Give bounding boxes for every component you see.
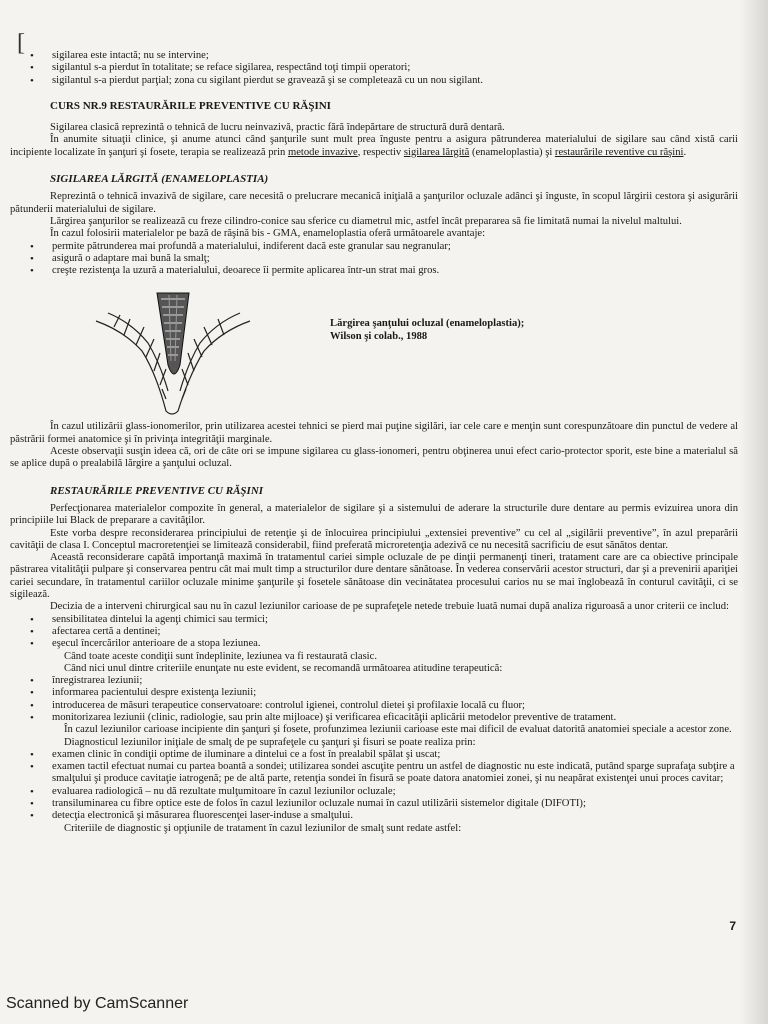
enameloplasty-fissure-illustration xyxy=(94,291,254,419)
scanner-watermark: Scanned by CamScanner xyxy=(6,995,189,1012)
enameloplasty-paragraph-3: În cazul folosirii materialelor pe bază de răşină bis - GMA, enameloplastia oferă următoarele avantaje: xyxy=(50,228,486,240)
figure-caption-title: Lărgirea şanţului ocluzal (enameloplastia); xyxy=(330,318,525,330)
page-content xyxy=(10,0,738,835)
list-item: • asigură o adaptare mai bună la smalţ; xyxy=(10,253,738,265)
attitude-list xyxy=(10,675,738,724)
restorations-paragraph-5: Când toate aceste condiţii sunt îndeplinite, leziunea va fi restaurată clasic. xyxy=(64,650,377,662)
restorations-paragraph-8: Diagnosticul leziunilor iniţiale de smalţ de pe suprafeţele cu şanţuri şi fisuri se poate realiza prin: xyxy=(64,736,476,748)
advantages-list xyxy=(10,241,738,278)
list-item: • sigilantul s-a pierdut parţial; zona cu sigilant pierdut se gravează şi se completează cu un nou sigilant. xyxy=(10,75,738,87)
restorations-paragraph-9: Criteriile de diagnostic şi opţiunile de tratament în cazul leziunilor de smalţ sunt redate astfel: xyxy=(64,822,462,834)
restorations-paragraph-7: În cazul leziunilor carioase incipiente din şanţuri şi fosete, profunzimea leziunii carioase este mai dificil de evaluat datorită anatomiei speciale a acestor zone. xyxy=(64,724,732,736)
list-item: • eşecul încercărilor anterioare de a stopa leziunea. xyxy=(10,638,738,650)
enameloplasty-paragraph-1: Reprezintă o tehnică invazivă de sigilare, care necesită o prelucrare mecanică iniţială a şanţurilor ocluzale adânci şi înguste, în scopul lărgirii cestora şi asigurării pătunderii materialului de sigilare. xyxy=(10,191,738,215)
glass-ionomer-start: În xyxy=(50,421,59,433)
page-number: 7 xyxy=(729,919,736,933)
list-item: • sigilantul s-a pierdut în totalitate; se reface sigilarea, respectând toţi timpii operatori; xyxy=(10,62,738,74)
list-item: • monitorizarea leziunii (clinic, radiologie, sau prin alte mijloace) şi verificarea eficacităţii aplicării metodelor preventive de tratament. xyxy=(10,712,738,724)
glass-ionomer-paragraph-2: Aceste observaţii susţin ideea că, ori de câte ori se impune sigilarea cu glass-ionomeri, pentru obţinerea unui efect cario-protector sporit, este bine a materialul să se aplice după o prealabilă lărgire a şanţului ocluzal. xyxy=(10,446,738,470)
enameloplasty-paragraph-2: Lărgirea şanţurilor se realizează cu freze cilindro-conice sau sferice cu diametrul mic, astfel încât prepararea să fie limitată numai la nivelul maltului. xyxy=(50,215,682,227)
glass-ionomer-paragraph-1 xyxy=(10,421,738,446)
restorations-paragraph-4: Decizia de a interveni chirurgical sau nu în cazul leziunilor carioase de pe suprafeţele netede trebuie luată numai după analiza riguroasă a unor criterii ce includ: xyxy=(50,601,729,613)
bur-instrument xyxy=(157,293,189,374)
section-title-preventive-restorations: RESTAURĂRILE PREVENTIVE CU RĂŞINI xyxy=(50,484,264,497)
list-item: • evaluarea radiologică – nu dă rezultate mulţumitoare în cazul leziunilor ocluzale; xyxy=(10,786,738,798)
list-item: • înregistrarea leziunii; xyxy=(10,675,738,687)
figure-caption-source: Wilson şi colab., 1988 xyxy=(330,330,428,342)
restorations-paragraph-6: Când nici unul dintre criteriile enunţate nu este evident, se recomandă următoarea atitudine terapeutică: xyxy=(64,662,503,674)
list-item: • examen tactil efectuat numai cu partea boantă a sondei; utilizarea sondei ascuţite pentru un astfel de diagnostic nu este indicată, putând sparge suprafaţa subţire a smalţului şi produce cavitaţie iatrogenă; pe de altă parte, retenţia sondei în fisură se poate datora anatomiei zonei, şi nu neapărat existenţei unui proces cavitar; xyxy=(10,761,738,786)
list-item: • introducerea de măsuri terapeutice conservatoare: controlul igienei, controlul dietei şi profilaxie locală cu fluor; xyxy=(10,700,738,712)
extended-sealing-link: sigilarea lărgită xyxy=(403,146,470,158)
section-title-enameloplasty: SIGILAREA LĂRGITĂ (ENAMELOPLASTIA) xyxy=(50,173,269,186)
fissure-wall-left xyxy=(108,313,168,391)
criteria-list xyxy=(10,614,738,651)
enamel-rods-left xyxy=(124,319,166,385)
restorations-paragraph-1: Perfecţionarea materialelor compozite în general, a materialelor de sigilare şi a sistemului de aderare la structurile dure dentare au permis evizuirea unora din principiile lui Black de preparare a cavităţilor. xyxy=(10,502,738,527)
list-item: • permite pătrunderea mai profundă a materialului, indiferent dacă este granular sau negranular; xyxy=(10,241,738,253)
course-title: CURS NR.9 RESTAURĂRILE PREVENTIVE CU RĂŞINI xyxy=(50,99,331,112)
restorations-paragraph-2: Este vorba despre reconsiderarea principiului de retenţie şi de înlocuirea principiului „extensiei preventive” cu cel al „sigilării preventive”, în azul preparării cavităţii de clasa I. Conceptul macroretenţiei se limitează considerabil, fiind preferată microretenţia adezivă ce nu necesită sacrificiu de esut sănătos dentar. xyxy=(10,527,738,551)
glass-ionomer-text: cazul utilizării glass-ionomerilor, prin utilizarea acestei tehnici se pierd mai puţine sigilări, iar cele care e menţin sunt corespunzătoare din punctul de vedere al păstrării formei anatomice şi în privinţa integrităţii marginale. xyxy=(10,421,739,445)
list-item: • informarea pacientului despre existenţa leziunii; xyxy=(10,687,738,699)
preventive-restorations-link: restaurările reventive cu răşini xyxy=(554,146,684,158)
intro-text: , respectiv xyxy=(357,146,402,158)
figure-row xyxy=(10,291,738,421)
list-item: • creşte rezistenţa la uzură a materialului, deoarece îi permite aplicarea într-un strat mai gros. xyxy=(10,265,738,277)
restorations-paragraph-3: Această reconsiderare capătă importanţă maximă în tratamentul cariei simple ocluzale de pe dinţii permanenţi tineri, tratament care are ca obiective principale păstrarea vitalităţii pulpare şi conservarea pentru cât mai mult timp a structurilor dure dentare sănătoase. În vederea conservării acestor structuri, dar şi a prevenirii apariţiei cariei secundare, în tratamentul cariilor ocluzale minime şanţurile şi fosetele sănătoase din vecinătatea procesului carios nu se mai înglobează în conturul cavităţii, ci se sigilează. xyxy=(10,552,738,601)
list-item: • sensibilitatea dintelui la agenţi chimici sau termici; xyxy=(10,614,738,626)
list-item: • detecţia electronică şi măsurarea fluorescenţei laser-induse a smalţului. xyxy=(10,810,738,822)
diagnosis-list xyxy=(10,749,738,823)
intro-text: În anumite situaţii clinice, şi anume atunci când şanţurile sunt mult prea înguste pentru a asigura pătrunderea materialului de sigilare sau când xistă carii incipiente localizate în şanţuri şi fosete, terapia se realizează prin xyxy=(10,134,738,158)
intro-paragraph-1: Sigilarea clasică reprezintă o tehnică de lucru neinvazivă, practic fără îndepărtare de structură dură dentară. xyxy=(50,122,505,134)
top-bullet-list xyxy=(10,50,738,87)
intro-text: (enameloplastia) şi xyxy=(471,146,553,158)
invasive-methods-link: metode invazive xyxy=(287,146,358,158)
list-item: • sigilarea este intactă; nu se intervine; xyxy=(10,50,738,62)
intro-text: . xyxy=(683,146,687,158)
list-item: • examen clinic în condiţii optime de iluminare a dintelui ce a fost în prealabil spălat şi uscat; xyxy=(10,749,738,761)
margin-bracket-mark: [ xyxy=(17,30,25,56)
intro-paragraph-2 xyxy=(10,134,738,159)
list-item: • afectarea certă a dentinei; xyxy=(10,626,738,638)
figure-caption xyxy=(330,318,524,343)
list-item: • transiluminarea cu fibre optice este de folos în cazul leziunilor ocluzale numai în cazul utilizării sistemelor digitale (DIFOTI); xyxy=(10,798,738,810)
